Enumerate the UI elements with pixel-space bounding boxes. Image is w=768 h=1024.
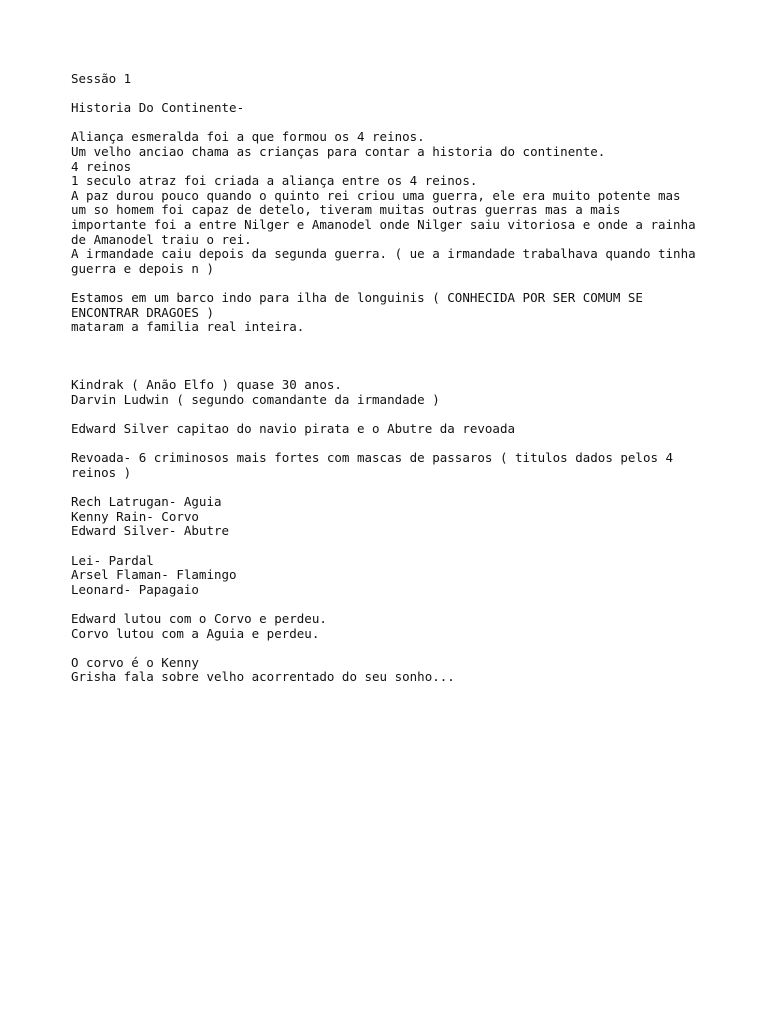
paragraph-boat: [71, 291, 711, 335]
text-line: A irmandade caiu depois da segunda guerra. ( ue a irmandade trabalhava quando tinha: [71, 246, 696, 262]
text-line: de Amanodel traiu o rei.: [71, 231, 252, 247]
text-line: ENCONTRAR DRAGOES ): [71, 304, 214, 320]
text-line: Aliança esmeralda foi a que formou os 4 reinos.: [71, 129, 425, 145]
blank-line: [71, 437, 711, 452]
text-line: Darvin Ludwin ( segundo comandante da irmandade ): [71, 392, 440, 408]
paragraph-ending: [71, 656, 711, 685]
session-title: Sessão 1: [71, 71, 132, 86]
text-line: O corvo é o Kenny: [71, 654, 199, 670]
blank-line: [71, 539, 711, 554]
list-item: Arsel Flaman- Flamingo: [71, 567, 237, 583]
text-line: Estamos em um barco indo para ilha de longuinis ( CONHECIDA POR SER COMUM SE: [71, 289, 643, 305]
list-item: Edward Silver- Abutre: [71, 523, 230, 539]
list-item: Leonard- Papagaio: [71, 581, 199, 597]
section-title: Historia Do Continente-: [71, 100, 245, 116]
text-line: importante foi a entre Nilger e Amanodel onde Nilger saiu vitoriosa e onde a rainha: [71, 216, 696, 232]
paragraph-revoada: [71, 451, 711, 480]
text-line: Kindrak ( Anão Elfo ) quase 30 anos.: [71, 377, 342, 393]
blank-line: [71, 349, 711, 364]
blank-line: [71, 408, 711, 423]
text-line: Edward lutou com o Corvo e perdeu.: [71, 610, 327, 626]
paragraph-fights: [71, 612, 711, 641]
text-line: guerra e depois n ): [71, 260, 214, 276]
paragraph-members-1: [71, 495, 711, 539]
text-line: Um velho anciao chama as crianças para contar a historia do continente.: [71, 143, 606, 159]
text-line: Corvo lutou com a Aguia e perdeu.: [71, 625, 320, 641]
blank-line: [71, 87, 711, 102]
paragraph-history: [71, 130, 711, 276]
blank-line: [71, 481, 711, 496]
blank-line: [71, 641, 711, 656]
text-line: 1 seculo atraz foi criada a aliança entre os 4 reinos.: [71, 173, 478, 189]
blank-line: [71, 276, 711, 291]
text-line: Edward Silver capitao do navio pirata e o Abutre da revoada: [71, 421, 516, 437]
list-item: Lei- Pardal: [71, 552, 154, 568]
text-line: A paz durou pouco quando o quinto rei criou uma guerra, ele era muito potente mas: [71, 187, 681, 203]
text-line: um so homem foi capaz de detelo, tiveram muitas outras guerras mas a mais: [71, 202, 621, 218]
blank-line: [71, 335, 711, 350]
text-line: reinos ): [71, 465, 132, 481]
paragraph-captain: [71, 422, 711, 437]
list-item: Rech Latrugan- Aguia: [71, 494, 222, 510]
blank-line: [71, 597, 711, 612]
list-item: Kenny Rain- Corvo: [71, 508, 199, 524]
text-line: Revoada- 6 criminosos mais fortes com mascas de passaros ( titulos dados pelos 4: [71, 450, 674, 466]
paragraph-characters: [71, 378, 711, 407]
blank-line: [71, 116, 711, 131]
text-line: 4 reinos: [71, 158, 132, 174]
blank-line: [71, 364, 711, 379]
text-line: mataram a familia real inteira.: [71, 319, 305, 335]
paragraph-members-2: [71, 554, 711, 598]
text-line: Grisha fala sobre velho acorrentado do seu sonho...: [71, 669, 455, 685]
document-body: [71, 72, 711, 685]
